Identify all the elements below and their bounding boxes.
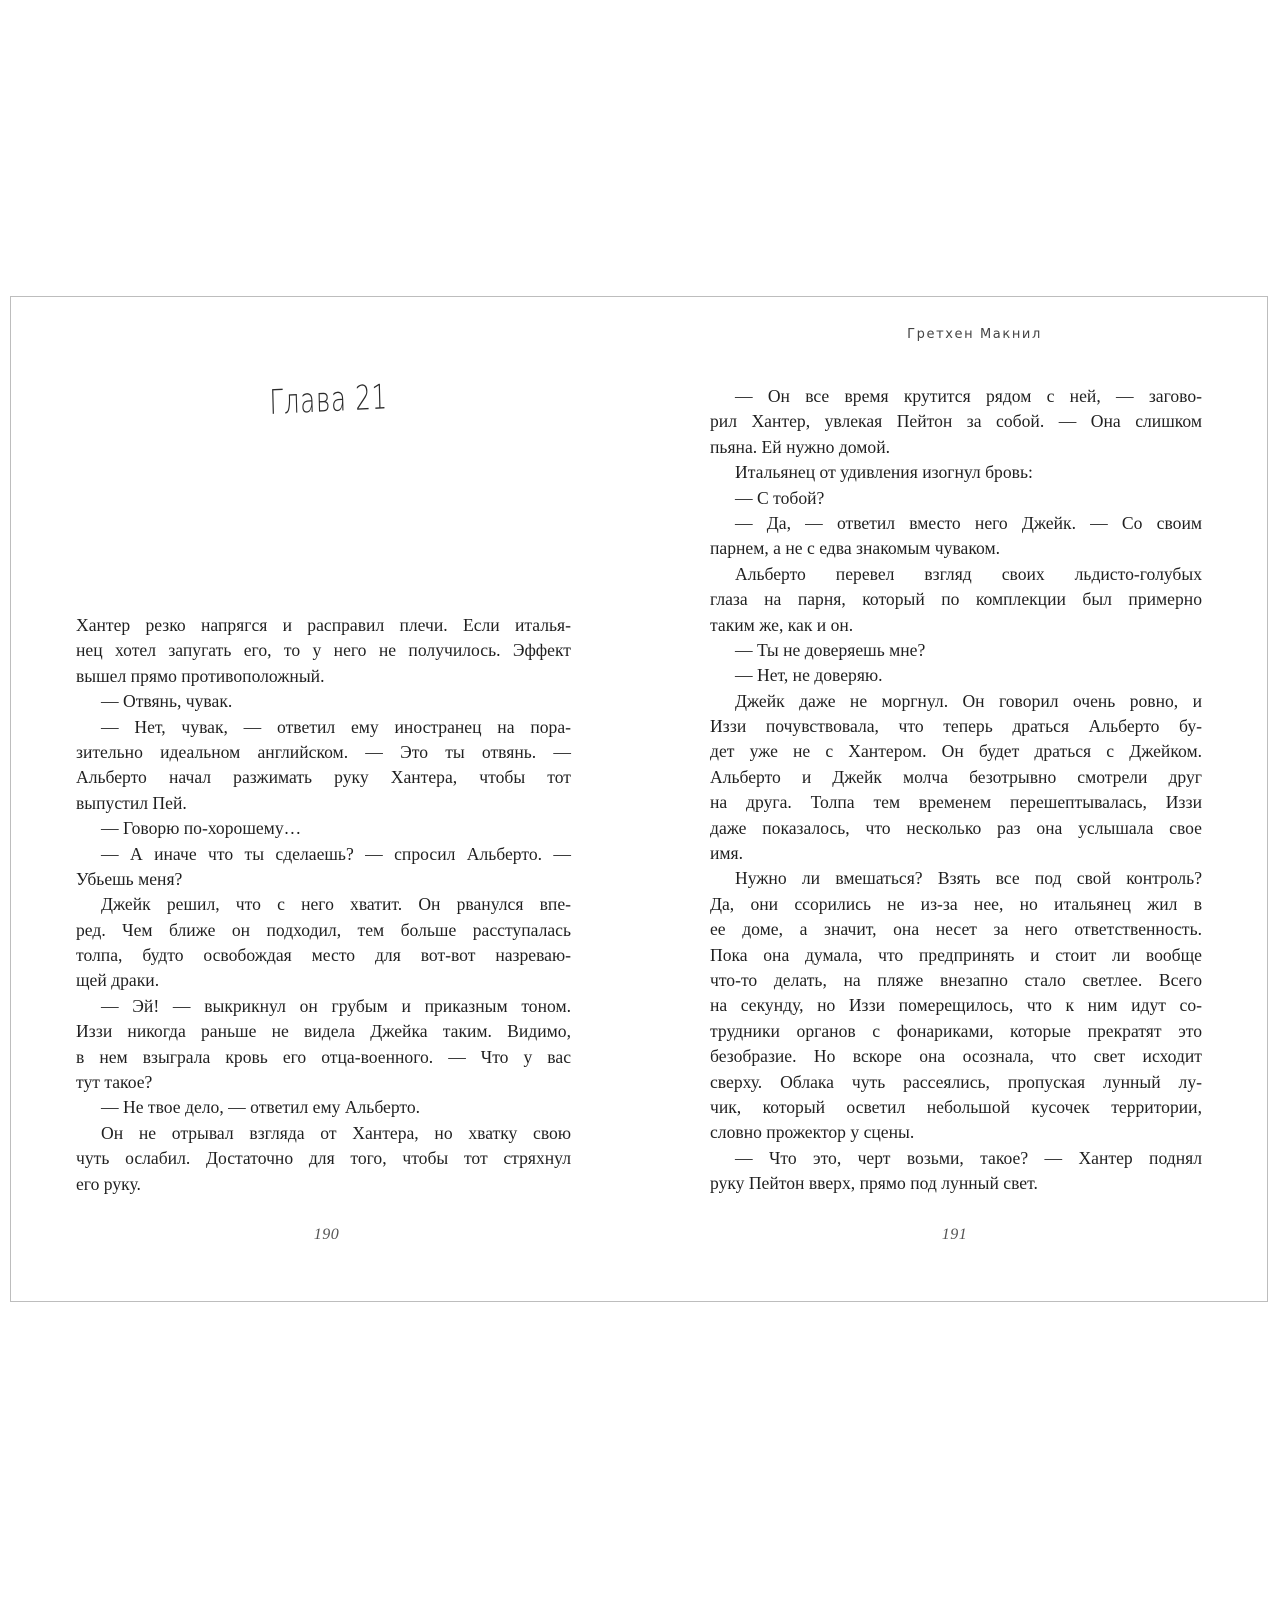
- text-line: Альберто перевел взгляд своих льдисто-голубых: [735, 563, 1202, 584]
- text-line: Альберто и Джейк молча безотрывно смотрели друг: [710, 766, 1202, 787]
- left-page-number: 190: [313, 1226, 340, 1243]
- text-line: имя.: [710, 843, 744, 864]
- text-line: — Не твое дело, — ответил ему Альберто.: [101, 1097, 421, 1118]
- text-line: парнем, а не с едва знакомым чуваком.: [710, 538, 1000, 559]
- text-line: рил Хантер, увлекая Пейтон за собой. — Она слишком: [710, 411, 1202, 432]
- text-line: ее доме, а значит, она несет за него ответственность.: [710, 919, 1202, 940]
- text-line: — Говорю по-хорошему…: [101, 818, 302, 839]
- text-line: на секунду, но Иззи померещилось, что к ним идут со-: [710, 995, 1202, 1016]
- left-page-body: [76, 613, 571, 1197]
- right-page-body: [710, 384, 1202, 1197]
- text-line: — А иначе что ты сделаешь? — спросил Альберто. —: [101, 843, 571, 864]
- text-line: тут такое?: [76, 1072, 153, 1093]
- text-line: — Ты не доверяешь мне?: [735, 639, 926, 660]
- text-line: на друга. Толпа тем временем перешептывалась, Иззи: [710, 792, 1202, 813]
- text-line: словно прожектор у сцены.: [710, 1122, 915, 1143]
- text-line: — Он все время крутится рядом с ней, — загово-: [735, 386, 1202, 406]
- text-line: Джейк решил, что с него хватит. Он рванулся впе-: [101, 894, 571, 915]
- text-line: — Эй! — выкрикнул он грубым и приказным тоном.: [101, 995, 571, 1016]
- text-line: сверху. Облака чуть рассеялись, пропуская лунный лу-: [710, 1071, 1202, 1092]
- text-line: в нем взыграла кровь его отца-военного. — Что у вас: [76, 1046, 571, 1067]
- text-line: Пока она думала, что предпринять и стоит ли вообще: [710, 944, 1202, 965]
- text-line: зительно идеальном английском. — Это ты отвянь. —: [76, 741, 571, 762]
- text-line: — Что это, черт возьми, такое? — Хантер поднял: [735, 1147, 1202, 1168]
- text-line: таким же, как и он.: [710, 614, 854, 635]
- text-line: — Нет, чувак, — ответил ему иностранец на пора-: [101, 716, 571, 737]
- text-line: Итальянец от удивления изогнул бровь:: [735, 462, 1033, 483]
- text-line: что-то делать, на пляже внезапно стало светлее. Всего: [710, 969, 1202, 990]
- text-line: дет уже не с Хантером. Он будет драться с Джейком.: [710, 741, 1202, 762]
- text-line: пьяна. Ей нужно домой.: [710, 436, 891, 457]
- text-line: ред. Чем ближе он подходил, тем больше расступалась: [76, 919, 571, 940]
- text-line: толпа, будто освобождая место для вот-вот назреваю-: [76, 945, 571, 966]
- text-line: даже показалось, что несколько раз она услышала свое: [710, 817, 1202, 838]
- text-line: трудники органов с фонариками, которые прекратят это: [710, 1020, 1202, 1041]
- text-line: щей драки.: [76, 970, 160, 991]
- text-line: Иззи почувствовала, что теперь драться Альберто бу-: [710, 716, 1202, 737]
- right-page-number: 191: [941, 1226, 968, 1243]
- text-line: Он не отрывал взгляда от Хантера, но хватку свою: [101, 1122, 571, 1143]
- left-page: [11, 297, 640, 1301]
- text-line: — С тобой?: [735, 487, 825, 508]
- text-line: нец хотел запугать его, то у него не получилось. Эффект: [76, 640, 571, 661]
- text-line: руку Пейтон вверх, прямо под лунный свет.: [710, 1173, 1038, 1194]
- text-line: Джейк даже не моргнул. Он говорил очень ровно, и: [735, 690, 1202, 711]
- text-line: — Нет, не доверяю.: [735, 665, 883, 686]
- text-line: Нужно ли вмешаться? Взять все под свой контроль?: [735, 868, 1202, 889]
- text-line: Хантер резко напрягся и расправил плечи. Если италья-: [76, 615, 571, 635]
- text-line: выпустил Пей.: [76, 792, 187, 813]
- text-line: глаза на парня, который по комплекции был примерно: [710, 589, 1202, 610]
- text-line: Да, они ссорились не из-за нее, но итальянец жил в: [710, 893, 1202, 914]
- text-line: чуть ослабил. Достаточно для того, чтобы тот стряхнул: [76, 1148, 571, 1169]
- text-line: Убьешь меня?: [76, 868, 183, 889]
- text-line: Альберто начал разжимать руку Хантера, чтобы тот: [76, 767, 571, 788]
- chapter-title: Глава 21: [269, 377, 389, 423]
- text-line: безобразие. Но вскоре она осознала, что свет исходит: [710, 1046, 1202, 1067]
- text-line: Иззи никогда раньше не видела Джейка таким. Видимо,: [76, 1021, 571, 1042]
- text-line: — Отвянь, чувак.: [101, 691, 233, 712]
- running-head-author: Гретхен Макнил: [907, 327, 1042, 342]
- right-page: [640, 297, 1269, 1301]
- text-line: — Да, — ответил вместо него Джейк. — Со своим: [735, 512, 1202, 533]
- text-line: его руку.: [76, 1173, 141, 1194]
- book-spread: [10, 296, 1268, 1302]
- text-line: чик, который осветил небольшой кусочек территории,: [710, 1096, 1202, 1117]
- text-line: вышел прямо противоположный.: [76, 665, 325, 686]
